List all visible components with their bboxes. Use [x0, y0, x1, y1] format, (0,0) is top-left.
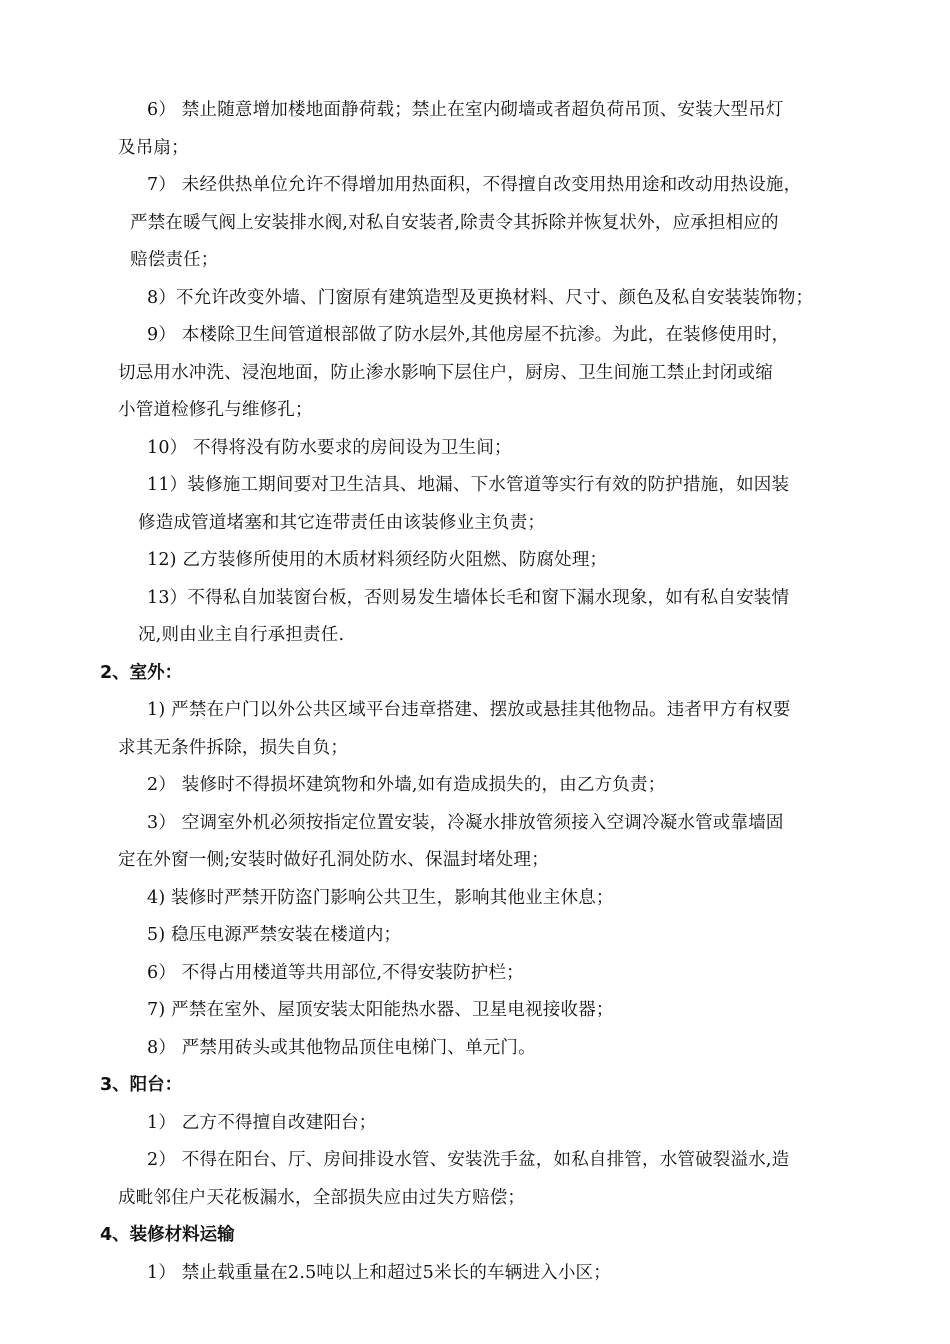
indoor-item-12: 12) 乙方装修所使用的木质材料须经防火阻燃、防腐处理；: [147, 550, 608, 570]
indoor-item-11-line-2: 修造成管道堵塞和其它连带责任由该装修业主负责；: [138, 513, 546, 533]
transport-item-1: 1） 禁止载重量在2.5吨以上和超过5米长的车辆进入小区；: [147, 1263, 611, 1283]
indoor-item-13-line-1: 13）不得私自加装窗台板，否则易发生墙体长毛和窗下漏水现象，如有私自安装情: [147, 588, 790, 608]
indoor-item-9-line-2: 切忌用水冲洗、浸泡地面，防止渗水影响下层住户，厨房、卫生间施工禁止封闭或缩: [118, 363, 773, 383]
indoor-item-7-line-2: 严禁在暖气阀上安装排水阀,对私自安装者,除责令其拆除并恢复状外，应承担相应的: [130, 213, 779, 233]
outdoor-item-2: 2） 装修时不得损坏建筑物和外墙,如有造成损失的，由乙方负责；: [147, 775, 666, 795]
outdoor-item-3-line-2: 定在外窗一侧;安装时做好孔洞处防水、保温封堵处理；: [118, 850, 549, 870]
outdoor-item-8: 8） 严禁用砖头或其他物品顶住电梯门、单元门。: [147, 1038, 536, 1058]
section-heading-outdoor: 2、室外：: [100, 663, 183, 683]
indoor-item-7-line-1: 7） 未经供热单位允许不得增加用热面积，不得擅自改变用热用途和改动用热设施，: [147, 175, 802, 195]
outdoor-item-1-line-2: 求其无条件拆除，损失自负；: [118, 738, 349, 758]
balcony-item-1: 1） 乙方不得擅自改建阳台；: [147, 1113, 377, 1133]
outdoor-item-4: 4) 装修时严禁开防盗门影响公共卫生，影响其他业主休息；: [147, 888, 614, 908]
outdoor-item-7: 7) 严禁在室外、屋顶安装太阳能热水器、卫星电视接收器；: [147, 1000, 614, 1020]
outdoor-item-6: 6） 不得占用楼道等共用部位,不得安装防护栏；: [147, 963, 524, 983]
outdoor-item-3-line-1: 3） 空调室外机必须按指定位置安装，冷凝水排放管须接入空调冷凝水管或靠墙固: [147, 813, 784, 833]
section-heading-balcony: 3、阳台：: [100, 1075, 183, 1095]
indoor-item-8: 8）不允许改变外墙、门窗原有建筑造型及更换材料、尺寸、颜色及私自安装装饰物；: [147, 288, 814, 308]
outdoor-item-5: 5) 稳压电源严禁安装在楼道内；: [147, 925, 402, 945]
indoor-item-6-line-1: 6） 禁止随意增加楼地面静荷载；禁止在室内砌墙或者超负荷吊顶、安装大型吊灯: [147, 100, 784, 120]
balcony-item-2-line-1: 2） 不得在阳台、厅、房间排设水管、安装洗手盆，如私自排管，水管破裂溢水,造: [147, 1150, 790, 1170]
indoor-item-7-line-3: 赔偿责任；: [130, 250, 219, 270]
indoor-item-6-line-2: 及吊扇；: [118, 138, 189, 158]
indoor-item-9-line-1: 9） 本楼除卫生间管道根部做了防水层外,其他房屋不抗渗。为此，在装修使用时，: [147, 325, 790, 345]
indoor-item-10: 10） 不得将没有防水要求的房间设为卫生间；: [147, 438, 512, 458]
section-heading-transport: 4、装修材料运输: [100, 1225, 235, 1245]
indoor-item-9-line-3: 小管道检修孔与维修孔；: [118, 400, 313, 420]
indoor-item-11-line-1: 11）装修施工期间要对卫生洁具、地漏、下水管道等实行有效的防护措施，如因装: [147, 475, 790, 495]
indoor-item-13-line-2: 况,则由业主自行承担责任.: [138, 625, 345, 645]
outdoor-item-1-line-1: 1) 严禁在户门以外公共区域平台违章搭建、摆放或悬挂其他物品。违者甲方有权要: [147, 700, 791, 720]
balcony-item-2-line-2: 成毗邻住户天花板漏水，全部损失应由过失方赔偿；: [118, 1188, 526, 1208]
